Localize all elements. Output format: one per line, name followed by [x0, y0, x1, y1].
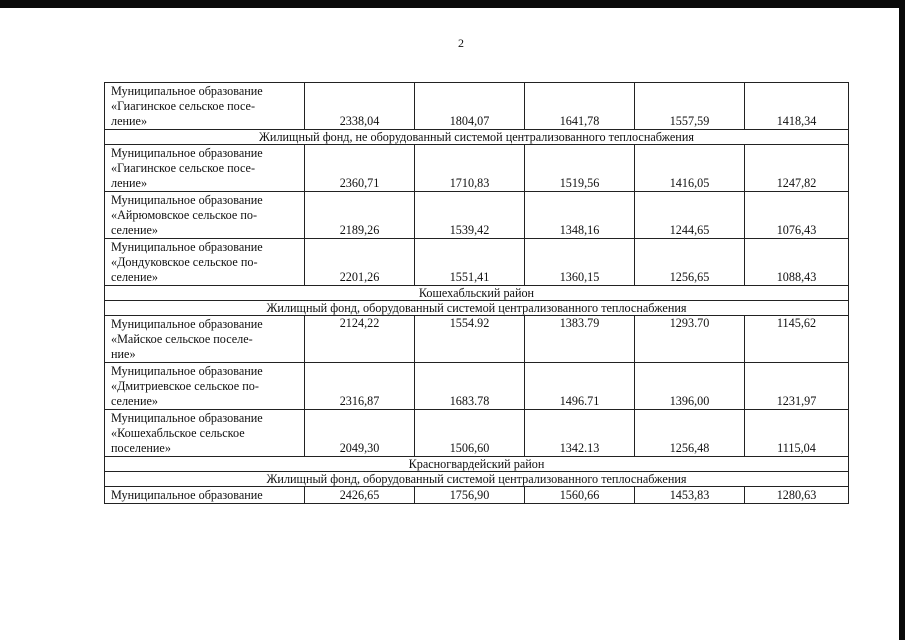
municipality-name-line: ние» — [111, 347, 136, 361]
municipality-name-line: Муниципальное образование — [111, 364, 263, 378]
table-body — [105, 83, 849, 504]
tariff-value-5: 1145,62 — [745, 316, 849, 363]
table-row — [105, 192, 849, 239]
tariff-value-5: 1247,82 — [745, 145, 849, 192]
tariff-value-1: 2426,65 — [305, 487, 415, 504]
tariff-value-5: 1418,34 — [745, 83, 849, 130]
tariff-value-1: 2189,26 — [305, 192, 415, 239]
scan-edge-top — [0, 0, 905, 8]
tariff-value-3: 1641,78 — [525, 83, 635, 130]
section-header: Жилищный фонд, не оборудованный системой централизованного теплоснабжения — [105, 130, 849, 145]
municipality-name-line: селение» — [111, 394, 159, 408]
tariff-value-2: 1539,42 — [415, 192, 525, 239]
tariff-value-1: 2360,71 — [305, 145, 415, 192]
municipality-name-line: Муниципальное образование — [111, 411, 263, 425]
municipality-name-line: Муниципальное образование — [111, 193, 263, 207]
municipality-name — [105, 192, 305, 239]
tariff-table — [104, 82, 849, 504]
tariff-value-3: 1383.79 — [525, 316, 635, 363]
municipality-name-line: «Дмитриевское сельское по- — [111, 379, 259, 393]
tariff-value-4: 1244,65 — [635, 192, 745, 239]
table-row — [105, 145, 849, 192]
municipality-name-line: «Гиагинское сельское посе- — [111, 161, 256, 175]
municipality-name-line: «Дондуковское сельское по- — [111, 255, 258, 269]
municipality-name — [105, 316, 305, 363]
section-header-row — [105, 286, 849, 301]
tariff-value-1: 2201,26 — [305, 239, 415, 286]
municipality-name-line: селение» — [111, 270, 159, 284]
scan-edge-right — [899, 0, 905, 640]
tariff-value-3: 1348,16 — [525, 192, 635, 239]
municipality-name-line: Муниципальное образование — [111, 488, 263, 502]
table-row — [105, 410, 849, 457]
section-header: Жилищный фонд, оборудованный системой централизованного теплоснабжения — [105, 472, 849, 487]
table-row — [105, 239, 849, 286]
section-header: Красногвардейский район — [105, 457, 849, 472]
section-header: Кошехабльский район — [105, 286, 849, 301]
municipality-name-line: «Гиагинское сельское посе- — [111, 99, 256, 113]
municipality-name-line: Муниципальное образование — [111, 240, 263, 254]
tariff-value-4: 1416,05 — [635, 145, 745, 192]
tariff-value-1: 2049,30 — [305, 410, 415, 457]
municipality-name-line: ление» — [111, 114, 148, 128]
tariff-value-5: 1115,04 — [745, 410, 849, 457]
page-number: 2 — [458, 36, 464, 50]
tariff-value-2: 1683.78 — [415, 363, 525, 410]
municipality-name-line: селение» — [111, 223, 159, 237]
tariff-value-1: 2124,22 — [305, 316, 415, 363]
tariff-value-2: 1551,41 — [415, 239, 525, 286]
tariff-value-5: 1231,97 — [745, 363, 849, 410]
municipality-name — [105, 487, 305, 504]
municipality-name-line: «Майское сельское поселе- — [111, 332, 253, 346]
tariff-value-3: 1360,15 — [525, 239, 635, 286]
tariff-value-1: 2338,04 — [305, 83, 415, 130]
tariff-value-2: 1506,60 — [415, 410, 525, 457]
tariff-value-3: 1496.71 — [525, 363, 635, 410]
municipality-name-line: Муниципальное образование — [111, 84, 263, 98]
section-header-row — [105, 457, 849, 472]
tariff-value-4: 1396,00 — [635, 363, 745, 410]
tariff-value-2: 1710,83 — [415, 145, 525, 192]
table-row — [105, 316, 849, 363]
municipality-name-line: Муниципальное образование — [111, 146, 263, 160]
municipality-name — [105, 239, 305, 286]
table-row — [105, 363, 849, 410]
municipality-name — [105, 363, 305, 410]
section-header-row — [105, 472, 849, 487]
tariff-value-5: 1088,43 — [745, 239, 849, 286]
municipality-name-line: «Айрюмовское сельское по- — [111, 208, 258, 222]
municipality-name-line: Муниципальное образование — [111, 317, 263, 331]
tariff-value-5: 1280,63 — [745, 487, 849, 504]
tariff-value-5: 1076,43 — [745, 192, 849, 239]
tariff-value-2: 1756,90 — [415, 487, 525, 504]
municipality-name — [105, 145, 305, 192]
tariff-value-3: 1342.13 — [525, 410, 635, 457]
tariff-value-4: 1256,48 — [635, 410, 745, 457]
tariff-value-1: 2316,87 — [305, 363, 415, 410]
municipality-name-line: поселение» — [111, 441, 171, 455]
tariff-value-4: 1557,59 — [635, 83, 745, 130]
municipality-name-line: «Кошехабльское сельское — [111, 426, 245, 440]
tariff-value-2: 1554.92 — [415, 316, 525, 363]
section-header: Жилищный фонд, оборудованный системой централизованного теплоснабжения — [105, 301, 849, 316]
table-row — [105, 487, 849, 504]
section-header-row — [105, 301, 849, 316]
tariff-value-4: 1293.70 — [635, 316, 745, 363]
tariff-value-4: 1453,83 — [635, 487, 745, 504]
tariff-value-2: 1804,07 — [415, 83, 525, 130]
table-row — [105, 83, 849, 130]
tariff-value-3: 1560,66 — [525, 487, 635, 504]
municipality-name-line: ление» — [111, 176, 148, 190]
municipality-name — [105, 410, 305, 457]
municipality-name — [105, 83, 305, 130]
tariff-value-4: 1256,65 — [635, 239, 745, 286]
section-header-row — [105, 130, 849, 145]
tariff-value-3: 1519,56 — [525, 145, 635, 192]
